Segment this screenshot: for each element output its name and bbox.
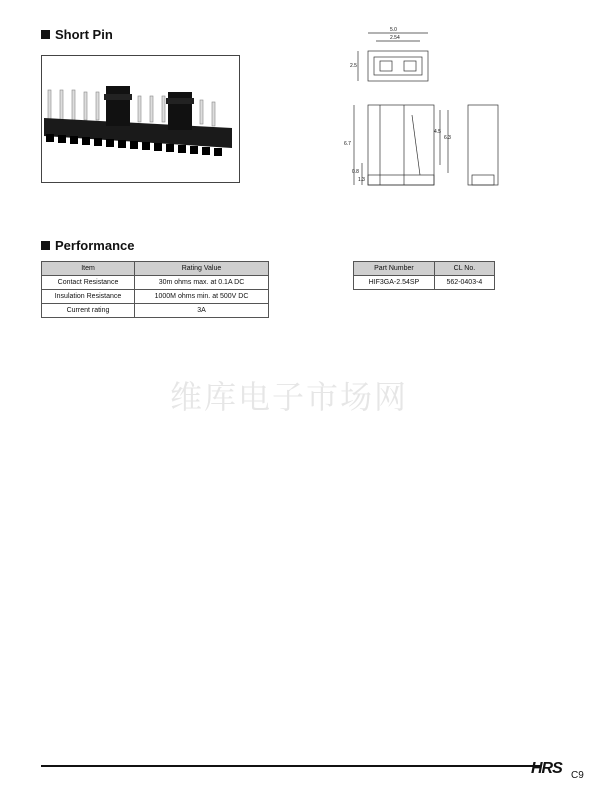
cell-value: 1000M ohms min. at 500V DC (135, 290, 269, 304)
product-photo (41, 55, 240, 183)
cell-item: Insulation Resistance (42, 290, 135, 304)
part-number-table (353, 261, 495, 290)
pin-header-image (42, 56, 239, 182)
cell-cl-no: 562-0403-4 (434, 276, 494, 290)
heading-square-icon (41, 241, 50, 250)
col-header-part-number: Part Number (354, 262, 435, 276)
dim-base-b: 1.3 (358, 177, 365, 183)
dim-base-a: 0.8 (352, 169, 359, 175)
cell-item: Current rating (42, 304, 135, 318)
col-header-cl-no: CL No. (434, 262, 494, 276)
watermark: 维库电子市场网 (170, 378, 409, 416)
dim-pitch: 2.54 (390, 35, 400, 41)
table-row (354, 276, 495, 290)
hrs-logo: HRS (531, 760, 562, 777)
table-row (42, 276, 269, 290)
dim-inner-b: 6.3 (444, 135, 451, 141)
cell-value: 30m ohms max. at 0.1A DC (135, 276, 269, 290)
dim-depth: 2.5 (350, 63, 357, 69)
col-header-item: Item (42, 262, 135, 276)
cell-value: 3A (135, 304, 269, 318)
cell-part-number: HIF3GA-2.54SP (354, 276, 435, 290)
cell-item: Contact Resistance (42, 276, 135, 290)
dim-width: 5.0 (390, 27, 397, 33)
performance-title: Performance (55, 238, 135, 253)
performance-heading (41, 238, 134, 253)
dim-inner-a: 4.5 (434, 129, 441, 135)
heading-square-icon (41, 30, 50, 39)
dim-height: 6.7 (344, 141, 351, 147)
short-pin-title: Short Pin (55, 27, 113, 42)
table-row (42, 304, 269, 318)
drawing-svg (340, 25, 510, 200)
page-number: C9 (571, 770, 584, 781)
dimension-drawings (340, 25, 510, 205)
table-row (42, 290, 269, 304)
footer-rule (41, 765, 541, 767)
performance-table (41, 261, 269, 318)
short-pin-heading (41, 27, 113, 42)
col-header-rating: Rating Value (135, 262, 269, 276)
